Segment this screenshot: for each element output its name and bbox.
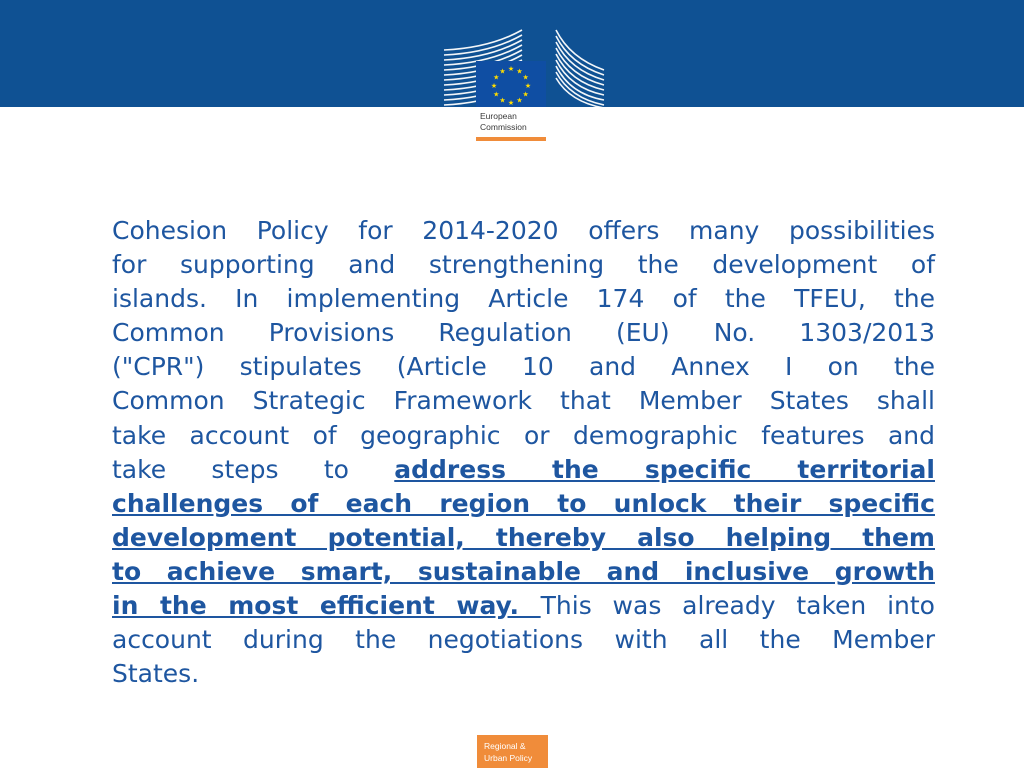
european-commission-logo: [440, 28, 606, 142]
text-line: [112, 282, 935, 316]
text-segment: for supporting and strengthening the development of: [112, 250, 935, 280]
logo-text-line: European: [480, 111, 517, 121]
svg-text:★: ★: [516, 96, 523, 105]
text-segment: account during the negotiations with all the Member: [112, 625, 935, 655]
emphasized-text: challenges of each region to unlock their specific: [112, 488, 935, 518]
footer-line: Urban Policy: [484, 753, 533, 763]
text-line: [112, 248, 935, 282]
svg-text:★: ★: [522, 73, 529, 82]
text-line: [112, 384, 935, 418]
text-line: [112, 555, 935, 589]
svg-text:★: ★: [493, 73, 500, 82]
regional-urban-policy-badge: [477, 735, 548, 768]
body-paragraph: [112, 214, 935, 691]
logo-accent-bar: [476, 137, 546, 141]
emphasized-text: address the specific territorial: [394, 454, 935, 484]
text-segment: This was already taken into: [540, 591, 935, 621]
text-line: [112, 214, 935, 248]
text-segment: Cohesion Policy for 2014-2020 offers many possibilities: [112, 216, 935, 245]
emphasized-text: in the most efficient way.: [112, 591, 541, 621]
text-line: [112, 623, 935, 657]
text-segment: islands. In implementing Article 174 of the TFEU, the: [112, 284, 935, 314]
svg-text:★: ★: [522, 90, 529, 99]
text-line: [112, 316, 935, 350]
footer-line: Regional &: [484, 741, 526, 751]
text-segment: ("CPR") stipulates (Article 10 and Annex I on the: [112, 352, 935, 382]
emphasized-text: to achieve smart, sustainable and inclusive growth: [112, 556, 935, 586]
text-line: [112, 350, 935, 384]
logo-text: [480, 111, 527, 133]
text-segment: Common Strategic Framework that Member States shall: [112, 386, 935, 416]
text-segment: take account of geographic or demographic features and: [112, 420, 935, 450]
svg-text:★: ★: [493, 90, 500, 99]
text-line: [112, 589, 935, 623]
svg-text:★: ★: [499, 67, 506, 76]
svg-text:★: ★: [524, 82, 532, 90]
text-segment: States.: [112, 659, 200, 689]
emphasized-text: development potential, thereby also helping them: [112, 522, 935, 552]
svg-text:★: ★: [490, 82, 498, 90]
text-line: [112, 657, 935, 691]
svg-text:★: ★: [507, 65, 515, 73]
svg-text:★: ★: [499, 96, 506, 105]
logo-text-line: Commission: [480, 122, 527, 132]
text-line: [112, 419, 935, 453]
svg-text:★: ★: [507, 99, 515, 107]
svg-text:★: ★: [516, 67, 523, 76]
text-line: [112, 453, 935, 487]
text-line: [112, 487, 935, 521]
text-segment: take steps to: [112, 454, 395, 484]
eu-flag-icon: [476, 61, 546, 107]
text-line: [112, 521, 935, 555]
logo-box: [476, 61, 546, 141]
text-segment: Common Provisions Regulation (EU) No. 1303/2013: [112, 318, 935, 348]
